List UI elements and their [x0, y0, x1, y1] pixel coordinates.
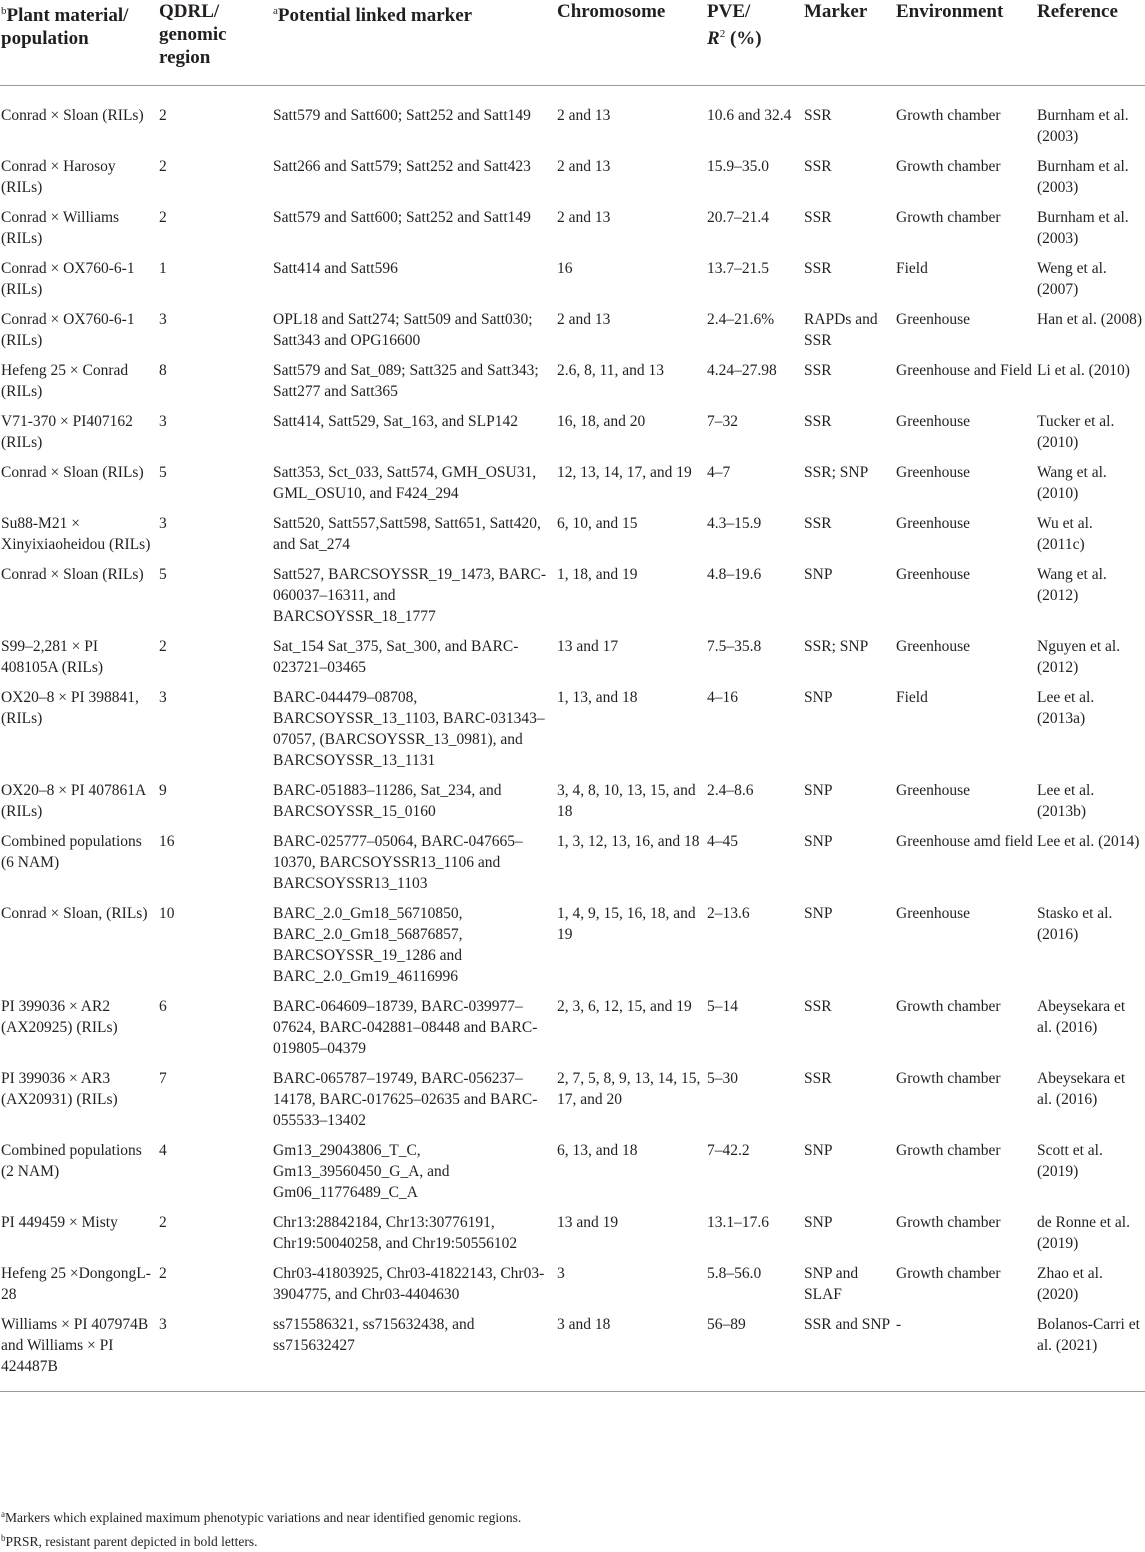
cell-marker-type: SSR: [804, 413, 832, 430]
cell-linked-marker: Sat_154 Sat_375, Sat_300, and BARC-023721–03465: [273, 638, 519, 676]
cell-qdrl: 9: [159, 782, 167, 799]
cell-marker-type: SSR: [804, 998, 832, 1015]
col-header-qdrl: QDRL/ genomic region: [157, 0, 271, 86]
cell-material: Conrad × Sloan (RILs): [1, 107, 144, 124]
table-row: [0, 1140, 1145, 1212]
cell-reference: Lee et al. (2013a): [1037, 689, 1095, 727]
cell-reference: Abeysekara et al. (2016): [1037, 1070, 1126, 1108]
cell-environment: Growth chamber: [896, 107, 1001, 124]
cell-environment: Growth chamber: [896, 209, 1001, 226]
cell-chromosome: 13 and 19: [557, 1214, 619, 1231]
cell-chromosome: 2 and 13: [557, 311, 611, 328]
cell-reference: Zhao et al. (2020): [1037, 1265, 1103, 1303]
cell-qdrl: 2: [159, 107, 167, 124]
cell-pve: 13.7–21.5: [707, 260, 769, 277]
cell-reference: Bolanos-Carri et al. (2021): [1035, 1314, 1145, 1392]
cell-chromosome: 1, 4, 9, 15, 16, 18, and 19: [557, 905, 696, 943]
table-header: [0, 0, 1145, 86]
col-header-environment: Environment: [894, 0, 1035, 86]
cell-qdrl: 2: [159, 638, 167, 655]
cell-linked-marker: Satt353, Sct_033, Satt574, GMH_OSU31, GML_OSU10, and F424_294: [273, 464, 537, 502]
table-row: [0, 996, 1145, 1068]
cell-reference: Han et al. (2008): [1037, 311, 1143, 328]
cell-environment: Greenhouse and Field: [896, 362, 1033, 379]
cell-qdrl: 16: [159, 833, 175, 850]
cell-linked-marker: Satt579 and Satt600; Satt252 and Satt149: [273, 107, 531, 124]
cell-qdrl: 1: [159, 260, 167, 277]
cell-linked-marker: ss715586321, ss715632438, and ss715632427: [271, 1314, 555, 1392]
cell-material: Conrad × OX760-6-1 (RILs): [1, 260, 135, 298]
cell-environment: Greenhouse: [896, 464, 971, 481]
cell-environment: Greenhouse: [896, 311, 971, 328]
cell-marker-type: SSR: [804, 1070, 832, 1087]
cell-pve: 13.1–17.6: [707, 1214, 769, 1231]
cell-reference: Tucker et al. (2010): [1037, 413, 1115, 451]
cell-reference: Wang et al. (2010): [1037, 464, 1107, 502]
cell-reference: Burnham et al. (2003): [1037, 158, 1129, 196]
cell-marker-type: SNP: [804, 905, 833, 922]
cell-chromosome: 16: [557, 260, 573, 277]
cell-marker-type: SSR; SNP: [804, 638, 869, 655]
cell-reference: Scott et al. (2019): [1037, 1142, 1103, 1180]
cell-environment: Field: [896, 689, 928, 706]
cell-pve: 4.24–27.98: [707, 362, 777, 379]
cell-environment: Greenhouse: [896, 515, 971, 532]
cell-chromosome: 2 and 13: [557, 209, 611, 226]
cell-environment: Growth chamber: [896, 158, 1001, 175]
cell-marker-type: SSR and SNP: [802, 1314, 894, 1392]
cell-reference: Stasko et al. (2016): [1037, 905, 1113, 943]
cell-qdrl: 6: [159, 998, 167, 1015]
cell-pve: 20.7–21.4: [707, 209, 769, 226]
cell-reference: Weng et al. (2007): [1037, 260, 1107, 298]
table-row: [0, 687, 1145, 780]
cell-environment: Field: [896, 260, 928, 277]
cell-reference: de Ronne et al. (2019): [1037, 1214, 1130, 1252]
cell-environment: -: [894, 1314, 1035, 1392]
cell-material: Conrad × OX760-6-1 (RILs): [1, 311, 135, 349]
cell-chromosome: 3, 4, 8, 10, 13, 15, and 18: [557, 782, 696, 820]
cell-linked-marker: OPL18 and Satt274; Satt509 and Satt030; Satt343 and OPG16600: [273, 311, 533, 349]
cell-material: PI 399036 × AR3 (AX20931) (RILs): [1, 1070, 118, 1108]
cell-pve: 2–13.6: [707, 905, 750, 922]
cell-linked-marker: Gm13_29043806_T_C, Gm13_39560450_G_A, and Gm06_11776489_C_A: [273, 1142, 450, 1201]
table-row: [0, 1263, 1145, 1314]
cell-material: PI 449459 × Misty: [1, 1214, 118, 1231]
cell-material: Hefeng 25 × Conrad (RILs): [1, 362, 129, 400]
cell-pve: 4.3–15.9: [707, 515, 762, 532]
cell-chromosome: 12, 13, 14, 17, and 19: [557, 464, 692, 481]
cell-chromosome: 1, 13, and 18: [557, 689, 638, 706]
cell-linked-marker: Satt579 and Sat_089; Satt325 and Satt343; Satt277 and Satt365: [273, 362, 539, 400]
cell-environment: Growth chamber: [896, 1142, 1001, 1159]
table-row: [0, 86, 1145, 157]
cell-linked-marker: BARC_2.0_Gm18_56710850, BARC_2.0_Gm18_56876857, BARCSOYSSR_19_1286 and BARC_2.0_Gm19_46116996: [273, 905, 463, 985]
cell-linked-marker: Chr03-41803925, Chr03-41822143, Chr03-3904775, and Chr03-4404630: [273, 1265, 545, 1303]
cell-material: Hefeng 25 ×DongongL-28: [1, 1265, 151, 1303]
table-row: [0, 564, 1145, 636]
cell-pve: 4.8–19.6: [707, 566, 762, 583]
header-row: [0, 0, 1145, 86]
cell-reference: Lee et al. (2013b): [1037, 782, 1095, 820]
table-row: [0, 309, 1145, 360]
cell-environment: Growth chamber: [896, 1265, 1001, 1282]
cell-chromosome: 16, 18, and 20: [557, 413, 646, 430]
cell-linked-marker: Satt527, BARCSOYSSR_19_1473, BARC-060037–16311, and BARCSOYSSR_18_1777: [273, 566, 547, 625]
cell-qdrl: 3: [159, 413, 167, 430]
cell-reference: Wang et al. (2012): [1037, 566, 1107, 604]
cell-pve: 4–45: [707, 833, 738, 850]
cell-environment: Greenhouse: [896, 905, 971, 922]
table-row: [0, 903, 1145, 996]
table-row: [0, 780, 1145, 831]
table-row: [0, 156, 1145, 207]
cell-marker-type: SNP: [804, 833, 833, 850]
cell-linked-marker: BARC-065787–19749, BARC-056237–14178, BARC-017625–02635 and BARC-055533–13402: [273, 1070, 538, 1129]
cell-marker-type: SSR: [804, 515, 832, 532]
cell-chromosome: 1, 3, 12, 13, 16, and 18: [557, 833, 700, 850]
cell-pve: 7.5–35.8: [707, 638, 762, 655]
cell-pve: 5–30: [707, 1070, 738, 1087]
cell-environment: Greenhouse: [896, 782, 971, 799]
footnote-a: $^a$Markers which explained maximum phenotypic variations and near identified genomic regions.: [1, 1509, 522, 1525]
cell-material: Williams × PI 407974B and Williams × PI 424487B: [0, 1314, 157, 1392]
cell-chromosome: 2, 3, 6, 12, 15, and 19: [557, 998, 692, 1015]
cell-chromosome: 2 and 13: [557, 158, 611, 175]
cell-environment: Greenhouse: [896, 413, 971, 430]
cell-pve: 7–42.2: [707, 1142, 750, 1159]
cell-reference: Burnham et al. (2003): [1037, 209, 1129, 247]
cell-marker-type: SSR: [804, 362, 832, 379]
cell-qdrl: 8: [159, 362, 167, 379]
cell-linked-marker: BARC-044479–08708, BARCSOYSSR_13_1103, BARC-031343–07057, (BARCSOYSSR_13_0981), and BARCSOYSSR_13_1131: [273, 689, 545, 769]
cell-material: OX20–8 × PI 398841, (RILs): [1, 689, 139, 727]
cell-reference: Nguyen et al. (2012): [1037, 638, 1121, 676]
cell-linked-marker: BARC-051883–11286, Sat_234, and BARCSOYSSR_15_0160: [273, 782, 502, 820]
cell-environment: Growth chamber: [896, 1070, 1001, 1087]
cell-pve: 7–32: [707, 413, 738, 430]
cell-qdrl: 3: [159, 515, 167, 532]
cell-qdrl: 5: [159, 566, 167, 583]
col-header-pve: PVE/ $R^2$ (%): [705, 0, 802, 86]
cell-marker-type: SNP: [804, 1214, 833, 1231]
cell-marker-type: SSR: [804, 158, 832, 175]
cell-marker-type: SNP: [804, 1142, 833, 1159]
cell-reference: Burnham et al. (2003): [1037, 107, 1129, 145]
cell-marker-type: SSR: [804, 209, 832, 226]
table-row: [0, 1212, 1145, 1263]
table-row: [0, 636, 1145, 687]
cell-environment: Greenhouse: [896, 566, 971, 583]
cell-chromosome: 6, 13, and 18: [557, 1142, 638, 1159]
cell-qdrl: 7: [159, 1070, 167, 1087]
cell-marker-type: SNP: [804, 566, 833, 583]
cell-environment: Growth chamber: [896, 998, 1001, 1015]
cell-linked-marker: Satt520, Satt557,Satt598, Satt651, Satt420, and Sat_274: [273, 515, 541, 553]
cell-pve: 5.8–56.0: [707, 1265, 762, 1282]
cell-chromosome: 2, 7, 5, 8, 9, 13, 14, 15, 17, and 20: [557, 1070, 701, 1108]
cell-material: V71-370 × PI407162 (RILs): [1, 413, 133, 451]
cell-marker-type: RAPDs and SSR: [804, 311, 878, 349]
cell-marker-type: SSR: [804, 107, 832, 124]
cell-qdrl: 2: [159, 1214, 167, 1231]
cell-environment: Greenhouse amd field: [896, 833, 1033, 850]
cell-linked-marker: Satt414, Satt529, Sat_163, and SLP142: [273, 413, 518, 430]
cell-chromosome: 2 and 13: [557, 107, 611, 124]
table-row: [0, 411, 1145, 462]
cell-pve: 5–14: [707, 998, 738, 1015]
cell-pve: 2.4–8.6: [707, 782, 754, 799]
cell-reference: Li et al. (2010): [1037, 362, 1130, 379]
cell-qdrl: 4: [159, 1142, 167, 1159]
cell-qdrl: 2: [159, 158, 167, 175]
cell-chromosome: 3: [557, 1265, 565, 1282]
col-header-chromosome: Chromosome: [555, 0, 705, 86]
col-header-marker-type: Marker: [802, 0, 894, 86]
footnote-b: $^b$PRSR, resistant parent depicted in bold letters.: [1, 1533, 258, 1549]
table-row: [0, 360, 1145, 411]
cell-reference: Lee et al. (2014): [1037, 833, 1140, 850]
cell-material: Conrad × Williams (RILs): [1, 209, 120, 247]
table-row: [0, 1314, 1145, 1392]
cell-marker-type: SNP: [804, 782, 833, 799]
cell-material: Su88-M21 × Xinyixiaoheidou (RILs): [1, 515, 151, 553]
cell-environment: Growth chamber: [896, 1214, 1001, 1231]
cell-pve: 56–89: [705, 1314, 802, 1392]
col-header-marker: $^a$Potential linked marker: [271, 0, 555, 86]
cell-chromosome: 1, 18, and 19: [557, 566, 638, 583]
cell-material: OX20–8 × PI 407861A (RILs): [1, 782, 146, 820]
table-row: [0, 831, 1145, 903]
cell-qdrl: 2: [159, 1265, 167, 1282]
cell-chromosome: 2.6, 8, 11, and 13: [557, 362, 665, 379]
cell-chromosome: 13 and 17: [557, 638, 619, 655]
cell-material: Conrad × Sloan (RILs): [1, 464, 144, 481]
cell-linked-marker: Satt414 and Satt596: [273, 260, 398, 277]
cell-qdrl: 10: [159, 905, 175, 922]
cell-material: PI 399036 × AR2 (AX20925) (RILs): [1, 998, 118, 1036]
cell-qdrl: 2: [159, 209, 167, 226]
cell-material: Combined populations (2 NAM): [1, 1142, 142, 1180]
cell-material: Conrad × Sloan (RILs): [1, 566, 144, 583]
cell-material: Conrad × Sloan, (RILs): [1, 905, 148, 922]
col-header-material: $^b$Plant material/ population: [0, 0, 157, 86]
table-body: [0, 86, 1145, 1392]
cell-pve: 10.6 and 32.4: [707, 107, 792, 124]
cell-material: Combined populations (6 NAM): [1, 833, 142, 871]
cell-linked-marker: Chr13:28842184, Chr13:30776191, Chr19:50040258, and Chr19:50556102: [273, 1214, 518, 1252]
cell-linked-marker: Satt579 and Satt600; Satt252 and Satt149: [273, 209, 531, 226]
cell-environment: Greenhouse: [896, 638, 971, 655]
cell-chromosome: 3 and 18: [555, 1314, 705, 1392]
cell-pve: 4–16: [707, 689, 738, 706]
cell-qdrl: 3: [159, 689, 167, 706]
cell-pve: 4–7: [707, 464, 731, 481]
cell-linked-marker: Satt266 and Satt579; Satt252 and Satt423: [273, 158, 531, 175]
table-row: [0, 207, 1145, 258]
cell-material: Conrad × Harosoy (RILs): [1, 158, 116, 196]
cell-marker-type: SSR; SNP: [804, 464, 869, 481]
col-header-reference: Reference: [1035, 0, 1145, 86]
cell-pve: 2.4–21.6%: [707, 311, 775, 328]
table-row: [0, 1068, 1145, 1140]
cell-pve: 15.9–35.0: [707, 158, 769, 175]
table-row: [0, 513, 1145, 564]
cell-marker-type: SNP: [804, 689, 833, 706]
table-row: [0, 258, 1145, 309]
cell-marker-type: SSR: [804, 260, 832, 277]
cell-marker-type: SNP and SLAF: [804, 1265, 859, 1303]
cell-reference: Wu et al. (2011c): [1037, 515, 1093, 553]
cell-chromosome: 6, 10, and 15: [557, 515, 638, 532]
cell-linked-marker: BARC-064609–18739, BARC-039977–07624, BARC-042881–08448 and BARC-019805–04379: [273, 998, 538, 1057]
cell-qdrl: 3: [159, 311, 167, 328]
cell-qdrl: 3: [157, 1314, 271, 1392]
table-row: [0, 462, 1145, 513]
cell-qdrl: 5: [159, 464, 167, 481]
cell-linked-marker: BARC-025777–05064, BARC-047665–10370, BARCSOYSSR13_1106 and BARCSOYSSR13_1103: [273, 833, 523, 892]
cell-reference: Abeysekara et al. (2016): [1037, 998, 1126, 1036]
cell-material: S99–2,281 × PI 408105A (RILs): [1, 638, 104, 676]
